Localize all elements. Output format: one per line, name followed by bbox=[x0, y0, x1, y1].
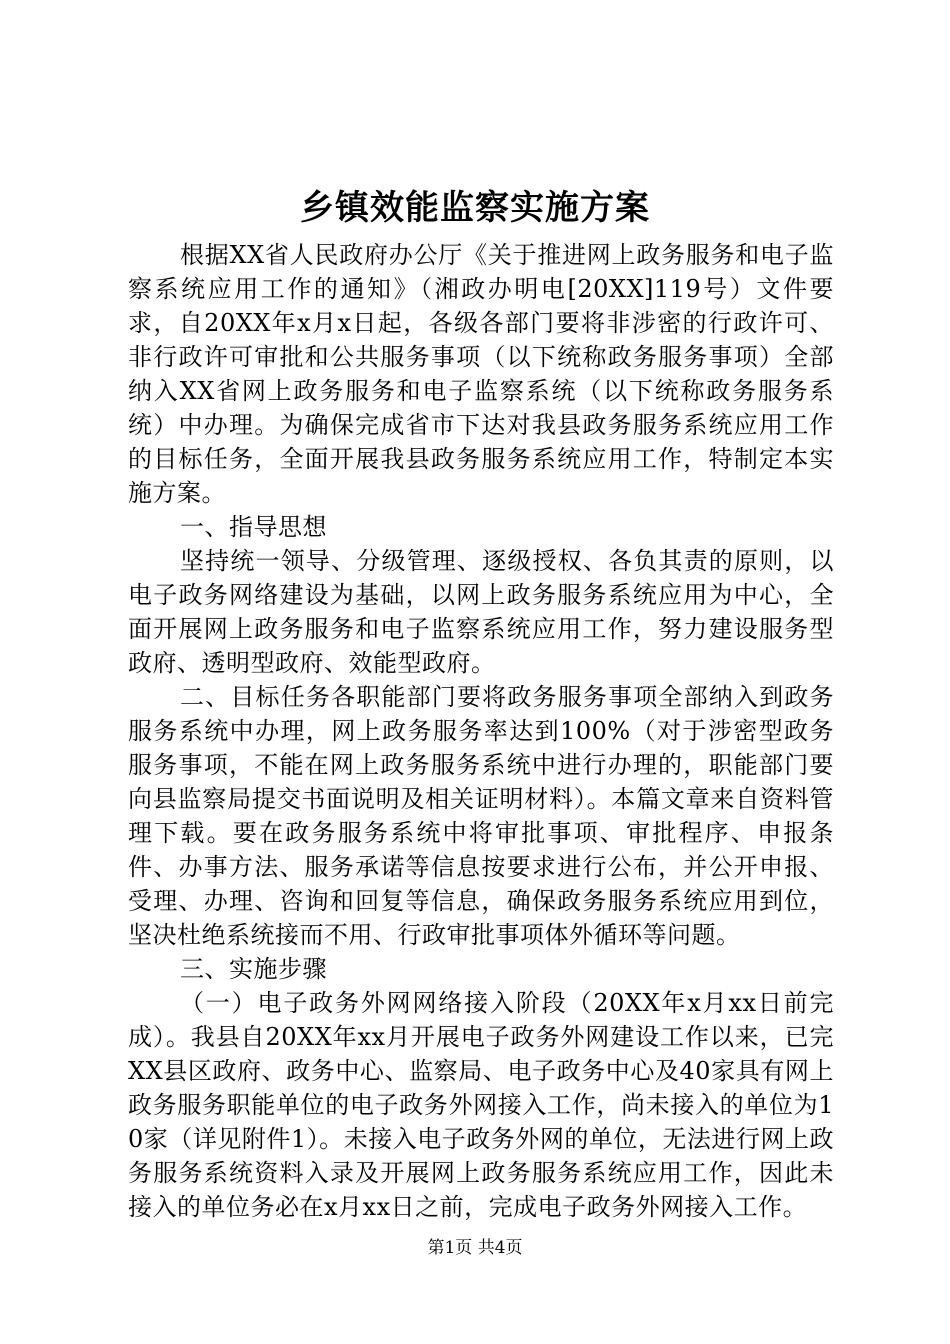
section-heading-implementation-steps: 三、实施步骤 bbox=[180, 955, 327, 983]
step-one-paragraph: （一）电子政务外网网络接入阶段（20XX年x月xx日前完成）。我县自20XX年xx月开展电子政务外网建设工作以来，已完XX县区政府、政务中心、监察局、电子政务中心及40家具有网上政务服务职能单位的电子政务外网接入工作，尚未接入的单位为10家（详见附件1）。未接入电子政务外网的单位，无法进行网上政务服务系统资料入录及开展网上政务服务系统应用工作，因此未接入的单位务必在x月xx日之前，完成电子政务外网接入工作。 bbox=[128, 989, 834, 1221]
document-title: 乡镇效能监察实施方案 bbox=[300, 188, 650, 228]
page-footer: 第1页 共4页 bbox=[427, 1238, 523, 1258]
document-body bbox=[128, 238, 834, 1224]
guiding-ideology-paragraph: 坚持统一领导、分级管理、逐级授权、各负其责的原则，以电子政务网络建设为基础，以网上政务服务系统应用为中心，全面开展网上政务服务和电子监察系统应用工作，努力建设服务型政府、透明型政府、效能型政府。 bbox=[128, 547, 834, 677]
intro-paragraph: 根据XX省人民政府办公厅《关于推进网上政务服务和电子监察系统应用工作的通知》（湘政办明电[20XX]119号）文件要求，自20XX年x月x日起，各级各部门要将非涉密的行政许可、非行政许可审批和公共服务事项（以下统称政务服务事项）全部纳入XX省网上政务服务和电子监察系统（以下统称政务服务系统）中办理。为确保完成省市下达对我县政务服务系统应用工作的目标任务，全面开展我县政务服务系统应用工作，特制定本实施方案。 bbox=[128, 241, 834, 507]
objectives-paragraph: 二、目标任务各职能部门要将政务服务事项全部纳入到政务服务系统中办理，网上政务服务率达到100%（对于涉密型政务服务事项，不能在网上政务服务系统中进行办理的，职能部门要向县监察局提交书面说明及相关证明材料）。本篇文章来自资料管理下载。要在政务服务系统中将审批事项、审批程序、申报条件、办事方法、服务承诺等信息按要求进行公布，并公开申报、受理、办理、咨询和回复等信息，确保政务服务系统应用到位，坚决杜绝系统接而不用、行政审批事项体外循环等问题。 bbox=[128, 683, 834, 949]
section-heading-guiding-ideology: 一、指导思想 bbox=[180, 513, 327, 541]
